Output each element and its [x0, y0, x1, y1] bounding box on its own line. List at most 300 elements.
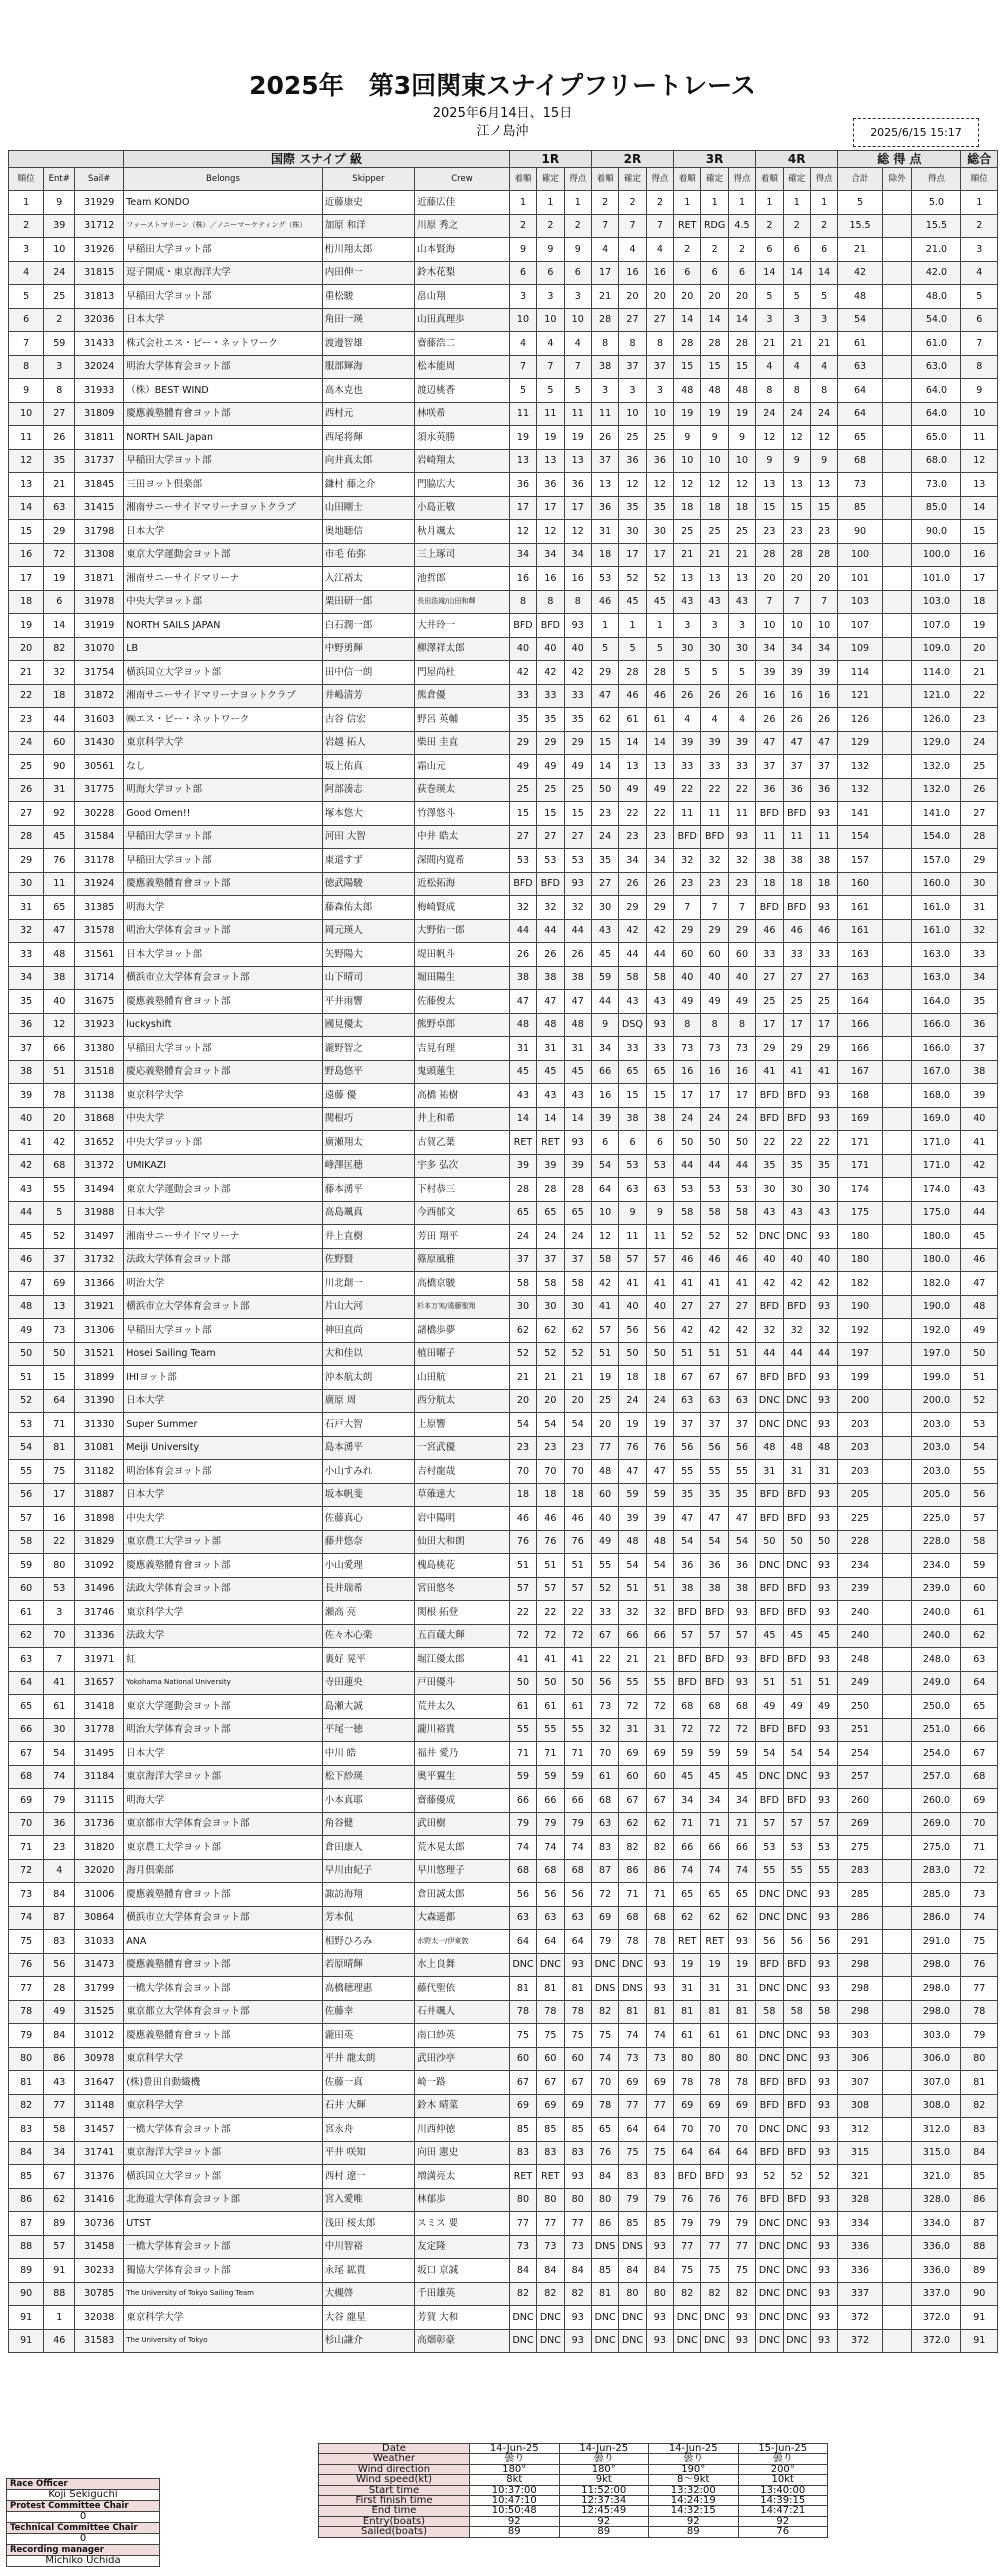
- table-cell: BFD: [674, 1671, 701, 1695]
- table-cell: 93: [728, 1648, 755, 1672]
- table-cell: 34: [509, 543, 536, 567]
- table-cell: 24: [728, 1107, 755, 1131]
- table-cell: 275.0: [912, 1836, 961, 1860]
- table-cell: 47: [783, 731, 810, 755]
- table-cell: 43: [591, 919, 618, 943]
- table-cell: 234: [838, 1554, 882, 1578]
- table-cell: 66: [44, 1037, 75, 1061]
- table-cell: 40: [756, 1248, 783, 1272]
- table-cell: 107.0: [912, 614, 961, 638]
- table-cell: 37: [44, 1248, 75, 1272]
- table-cell: 47: [509, 990, 536, 1014]
- table-cell: 2: [564, 214, 591, 238]
- table-row: [9, 238, 998, 262]
- table-cell: 182: [838, 1272, 882, 1296]
- table-cell: LB: [124, 637, 322, 661]
- table-cell: 36: [509, 473, 536, 497]
- table-cell: DNC: [756, 1389, 783, 1413]
- table-cell: 57: [591, 1319, 618, 1343]
- table-cell: 川西仲徳: [415, 2118, 510, 2142]
- table-cell: 76: [674, 2188, 701, 2212]
- table-cell: 7: [9, 332, 44, 356]
- table-cell: 31: [619, 1718, 646, 1742]
- table-cell: 海月倶楽部: [124, 1859, 322, 1883]
- table-cell: 93: [810, 2188, 837, 2212]
- table-cell: 21: [537, 1366, 564, 1390]
- table-cell: 39: [44, 214, 75, 238]
- table-cell: 334.0: [912, 2212, 961, 2236]
- table-cell: 9: [44, 191, 75, 215]
- table-cell: 69: [564, 2094, 591, 2118]
- table-cell: 64: [509, 1930, 536, 1954]
- table-cell: DNC: [756, 2212, 783, 2236]
- table-cell: 37: [783, 755, 810, 779]
- table-cell: 161.0: [912, 919, 961, 943]
- table-cell: 72: [674, 1718, 701, 1742]
- table-cell: 8: [619, 332, 646, 356]
- table-cell: 203: [838, 1436, 882, 1460]
- table-cell: 47: [756, 731, 783, 755]
- table-cell: [882, 590, 912, 614]
- table-cell: 64: [838, 402, 882, 426]
- table-cell: 37: [509, 1248, 536, 1272]
- table-cell: DNC: [783, 2282, 810, 2306]
- table-cell: 86: [44, 2047, 75, 2071]
- table-cell: 石井颯人: [415, 2000, 510, 2024]
- table-cell: 114: [838, 661, 882, 685]
- table-cell: 徳武陽駿: [322, 872, 414, 896]
- table-cell: 76: [728, 2188, 755, 2212]
- table-cell: 60: [509, 2047, 536, 2071]
- table-cell: 66: [701, 1836, 728, 1860]
- table-cell: 25: [674, 520, 701, 544]
- table-cell: 31584: [75, 825, 124, 849]
- table-cell: [882, 802, 912, 826]
- table-cell: 29: [646, 896, 673, 920]
- table-cell: 8: [9, 355, 44, 379]
- table-cell: 31457: [75, 2118, 124, 2142]
- table-cell: 38: [44, 966, 75, 990]
- condition-value: 92: [738, 2516, 828, 2526]
- table-cell: 22: [756, 1131, 783, 1155]
- table-row: [9, 473, 998, 497]
- table-row: [9, 1530, 998, 1554]
- table-cell: DNC: [783, 1765, 810, 1789]
- table-cell: 74: [509, 1836, 536, 1860]
- table-cell: 90: [9, 2282, 44, 2306]
- table-cell: 75: [646, 2141, 673, 2165]
- table-cell: 72: [728, 1718, 755, 1742]
- table-cell: 78: [509, 2000, 536, 2024]
- table-cell: 41: [756, 1060, 783, 1084]
- table-cell: 70: [591, 2071, 618, 2095]
- table-cell: 10: [537, 308, 564, 332]
- table-cell: 向井真太郎: [322, 449, 414, 473]
- table-cell: 早川由紀子: [322, 1859, 414, 1883]
- table-cell: [882, 1906, 912, 1930]
- table-cell: 67: [537, 2071, 564, 2095]
- table-cell: 8: [564, 590, 591, 614]
- table-cell: 13: [728, 567, 755, 591]
- table-cell: 55: [783, 1859, 810, 1883]
- table-cell: 67: [674, 1366, 701, 1390]
- table-cell: 7: [810, 590, 837, 614]
- table-cell: 42: [44, 1131, 75, 1155]
- table-cell: 35: [783, 1154, 810, 1178]
- table-cell: 315: [838, 2141, 882, 2165]
- table-cell: 90: [838, 520, 882, 544]
- table-cell: 15: [564, 802, 591, 826]
- table-cell: 50: [564, 1671, 591, 1695]
- table-cell: 19: [9, 614, 44, 638]
- official-role: Protest Committee Chair: [7, 2501, 160, 2512]
- table-cell: 334: [838, 2212, 882, 2236]
- table-cell: 197.0: [912, 1342, 961, 1366]
- table-cell: 三上琢司: [415, 543, 510, 567]
- table-cell: 71: [537, 1742, 564, 1766]
- table-cell: 1: [646, 614, 673, 638]
- table-cell: 30233: [75, 2259, 124, 2283]
- table-cell: 58: [619, 966, 646, 990]
- table-cell: 51: [509, 1554, 536, 1578]
- table-cell: BFD: [674, 1648, 701, 1672]
- table-cell: 6: [646, 1131, 673, 1155]
- table-cell: 28: [646, 661, 673, 685]
- table-cell: 66: [728, 1836, 755, 1860]
- table-cell: 7: [564, 355, 591, 379]
- col-header-confirmed: 確定: [537, 168, 564, 191]
- table-cell: 67: [44, 2165, 75, 2189]
- table-cell: 6: [756, 238, 783, 262]
- table-cell: [882, 2094, 912, 2118]
- table-cell: 93: [728, 2306, 755, 2330]
- table-cell: 24: [674, 1107, 701, 1131]
- table-cell: 29: [701, 919, 728, 943]
- table-cell: 19: [674, 1953, 701, 1977]
- table-cell: 85: [564, 2118, 591, 2142]
- table-cell: 42: [9, 1154, 44, 1178]
- table-cell: 23: [619, 825, 646, 849]
- table-cell: 70: [961, 1812, 998, 1836]
- table-cell: 63: [564, 1906, 591, 1930]
- condition-row: [319, 2506, 828, 2516]
- table-cell: なし: [124, 755, 322, 779]
- table-cell: 58: [810, 2000, 837, 2024]
- table-cell: [882, 2047, 912, 2071]
- table-cell: RDG: [701, 214, 728, 238]
- table-cell: 48: [9, 1295, 44, 1319]
- table-cell: 32: [564, 896, 591, 920]
- table-row: [9, 2282, 998, 2306]
- table-cell: 11: [810, 825, 837, 849]
- table-cell: 28: [9, 825, 44, 849]
- table-cell: [882, 2165, 912, 2189]
- table-cell: 13: [646, 755, 673, 779]
- table-cell: 54: [756, 1742, 783, 1766]
- table-cell: 34: [728, 1789, 755, 1813]
- table-cell: 千田雄英: [415, 2282, 510, 2306]
- table-cell: 角田一瑛: [322, 308, 414, 332]
- table-cell: 82: [674, 2282, 701, 2306]
- table-cell: 19: [44, 567, 75, 591]
- table-cell: DNC: [783, 1413, 810, 1437]
- table-cell: 48: [537, 1013, 564, 1037]
- table-cell: 86: [619, 1859, 646, 1883]
- table-cell: 30785: [75, 2282, 124, 2306]
- table-cell: 93: [810, 1366, 837, 1390]
- table-cell: 9: [591, 1013, 618, 1037]
- table-cell: DNC: [783, 2306, 810, 2330]
- table-cell: 41: [619, 1272, 646, 1296]
- table-cell: 49: [509, 755, 536, 779]
- table-cell: 167: [838, 1060, 882, 1084]
- table-cell: 19: [961, 614, 998, 638]
- official-name: Michiko Uchida: [7, 2556, 160, 2567]
- table-cell: 13: [9, 473, 44, 497]
- table-cell: BFD: [783, 896, 810, 920]
- table-cell: 93: [646, 1013, 673, 1037]
- table-cell: 283.0: [912, 1859, 961, 1883]
- table-cell: 加原 和洋: [322, 214, 414, 238]
- table-cell: 298.0: [912, 2000, 961, 2024]
- table-cell: 39: [619, 1507, 646, 1531]
- table-cell: 10: [701, 449, 728, 473]
- table-cell: 岩中陽明: [415, 1507, 510, 1531]
- table-cell: 30: [564, 1295, 591, 1319]
- table-cell: 瀬高 亮: [322, 1601, 414, 1625]
- table-cell: 山田剛士: [322, 496, 414, 520]
- table-cell: 東道すず: [322, 849, 414, 873]
- table-cell: 64.0: [912, 402, 961, 426]
- table-cell: 58: [674, 1201, 701, 1225]
- table-cell: 43: [728, 590, 755, 614]
- table-cell: 6: [537, 261, 564, 285]
- table-cell: 29: [591, 661, 618, 685]
- table-cell: 5: [619, 637, 646, 661]
- table-cell: 法政大学体育会ヨット部: [124, 1248, 322, 1272]
- table-cell: 286.0: [912, 1906, 961, 1930]
- table-cell: 90: [961, 2282, 998, 2306]
- table-cell: 67: [701, 1366, 728, 1390]
- table-cell: 21: [674, 543, 701, 567]
- table-cell: 51: [783, 1671, 810, 1695]
- table-cell: 13: [783, 473, 810, 497]
- table-row: [9, 1742, 998, 1766]
- table-cell: 50: [509, 1671, 536, 1695]
- table-cell: DNC: [701, 2306, 728, 2330]
- table-cell: 矢野陽大: [322, 943, 414, 967]
- table-cell: 72: [9, 1859, 44, 1883]
- table-cell: 53: [9, 1413, 44, 1437]
- table-cell: 4: [701, 708, 728, 732]
- table-cell: 湘南サニーサイドマリーナ: [124, 567, 322, 591]
- table-cell: 67: [591, 1624, 618, 1648]
- condition-row: [319, 2454, 828, 2464]
- table-cell: 109.0: [912, 637, 961, 661]
- table-cell: 54: [564, 1413, 591, 1437]
- official-role-row: [7, 2479, 160, 2490]
- table-cell: 5: [961, 285, 998, 309]
- table-cell: 3: [646, 379, 673, 403]
- table-cell: 75: [9, 1930, 44, 1954]
- table-cell: 83: [44, 1930, 75, 1954]
- table-cell: 3: [509, 285, 536, 309]
- table-cell: 26: [728, 684, 755, 708]
- table-cell: 17: [591, 261, 618, 285]
- table-cell: 45: [728, 1765, 755, 1789]
- table-cell: 77: [728, 2235, 755, 2259]
- table-cell: 明海大学: [124, 896, 322, 920]
- table-cell: 34: [646, 849, 673, 873]
- table-cell: 42: [783, 1272, 810, 1296]
- table-cell: 72: [646, 1695, 673, 1719]
- table-cell: 54.0: [912, 308, 961, 332]
- table-cell: 17: [619, 543, 646, 567]
- table-cell: 25: [961, 755, 998, 779]
- table-cell: 横浜市立大学体育会ヨット部: [124, 966, 322, 990]
- table-cell: 15: [810, 496, 837, 520]
- table-cell: 56: [701, 1436, 728, 1460]
- table-cell: 68: [509, 1859, 536, 1883]
- table-cell: BFD: [756, 1789, 783, 1813]
- table-cell: [882, 1765, 912, 1789]
- table-cell: 54: [537, 1413, 564, 1437]
- table-cell: BFD: [756, 1601, 783, 1625]
- table-cell: 2: [783, 214, 810, 238]
- table-cell: 17: [961, 567, 998, 591]
- table-cell: 32: [44, 661, 75, 685]
- table-cell: ANA: [124, 1930, 322, 1954]
- table-cell: 55: [564, 1718, 591, 1742]
- table-cell: DNC: [756, 2329, 783, 2353]
- table-cell: 7: [674, 896, 701, 920]
- table-cell: 69: [728, 2094, 755, 2118]
- table-cell: 93: [810, 1413, 837, 1437]
- table-cell: UTST: [124, 2212, 322, 2236]
- table-cell: 31308: [75, 543, 124, 567]
- table-cell: 77: [961, 1977, 998, 2001]
- table-cell: 61: [619, 708, 646, 732]
- table-cell: 81: [44, 1436, 75, 1460]
- table-cell: 倉田康人: [322, 1836, 414, 1860]
- table-cell: 44: [674, 1154, 701, 1178]
- table-cell: 93: [810, 1107, 837, 1131]
- table-cell: 5: [701, 661, 728, 685]
- table-cell: 30: [783, 1178, 810, 1202]
- table-cell: 31924: [75, 872, 124, 896]
- table-cell: 248: [838, 1648, 882, 1672]
- table-cell: 10: [674, 449, 701, 473]
- col-header-arrive: 着順: [674, 168, 701, 191]
- table-cell: 東京都立大学体育会ヨット部: [124, 2000, 322, 2024]
- table-row: [9, 1366, 998, 1390]
- table-cell: 4: [9, 261, 44, 285]
- table-cell: 23: [646, 825, 673, 849]
- table-cell: 34: [810, 637, 837, 661]
- table-cell: BFD: [756, 1648, 783, 1672]
- table-row: [9, 496, 998, 520]
- table-cell: 52: [701, 1225, 728, 1249]
- table-cell: 205.0: [912, 1483, 961, 1507]
- table-cell: 74: [9, 1906, 44, 1930]
- table-cell: BFD: [756, 1483, 783, 1507]
- table-cell: 21: [756, 332, 783, 356]
- table-cell: 44: [701, 1154, 728, 1178]
- table-cell: 4: [509, 332, 536, 356]
- table-cell: 33: [961, 943, 998, 967]
- table-cell: 10: [728, 449, 755, 473]
- table-cell: 31: [783, 1460, 810, 1484]
- table-cell: 57: [619, 1248, 646, 1272]
- table-cell: [882, 285, 912, 309]
- table-cell: 3: [591, 379, 618, 403]
- table-cell: 80: [44, 1554, 75, 1578]
- table-cell: 42: [564, 661, 591, 685]
- table-cell: 57: [674, 1624, 701, 1648]
- table-cell: 戸田優斗: [415, 1671, 510, 1695]
- table-cell: 57: [646, 1248, 673, 1272]
- race-header: 2R: [591, 151, 673, 168]
- condition-value: 13:40:00: [738, 2485, 828, 2495]
- table-cell: 372: [838, 2329, 882, 2353]
- table-cell: 10: [9, 402, 44, 426]
- header-spacer: [9, 151, 124, 168]
- table-cell: 平尾一徳: [322, 1718, 414, 1742]
- table-cell: 64: [961, 1671, 998, 1695]
- col-header-confirmed: 確定: [619, 168, 646, 191]
- table-row: [9, 590, 998, 614]
- table-cell: 48.0: [912, 285, 961, 309]
- table-cell: 45: [674, 1765, 701, 1789]
- table-cell: [882, 1859, 912, 1883]
- table-cell: 56: [756, 1930, 783, 1954]
- table-cell: [882, 1577, 912, 1601]
- table-cell: 水上良舞: [415, 1953, 510, 1977]
- table-cell: 81: [646, 2000, 673, 2024]
- table-cell: 71: [619, 1883, 646, 1907]
- table-cell: 中央大学ヨット部: [124, 590, 322, 614]
- table-cell: 93: [810, 1577, 837, 1601]
- table-cell: 15: [509, 802, 536, 826]
- table-cell: 59: [537, 1765, 564, 1789]
- table-row: [9, 2235, 998, 2259]
- table-cell: 中央大学: [124, 1507, 322, 1531]
- table-cell: 93: [646, 2329, 673, 2353]
- page-title: 2025年 第3回関東スナイプフリートレース: [249, 71, 756, 100]
- table-row: [9, 802, 998, 826]
- table-cell: BFD: [509, 872, 536, 896]
- table-cell: 41: [646, 1272, 673, 1296]
- official-role-row: [7, 2545, 160, 2556]
- table-cell: 36: [783, 778, 810, 802]
- table-cell: 29: [44, 520, 75, 544]
- table-cell: 10: [591, 1201, 618, 1225]
- table-cell: 47: [537, 990, 564, 1014]
- table-cell: 5: [728, 661, 755, 685]
- table-cell: 北海道大学体育会ヨット部: [124, 2188, 322, 2212]
- table-cell: 46: [810, 919, 837, 943]
- table-cell: 早稲田大学ヨット部: [124, 449, 322, 473]
- table-cell: 168.0: [912, 1084, 961, 1108]
- table-cell: [882, 2259, 912, 2283]
- table-cell: 83: [509, 2141, 536, 2165]
- table-cell: 50: [619, 1342, 646, 1366]
- table-cell: 36: [537, 473, 564, 497]
- table-cell: 81: [674, 2000, 701, 2024]
- table-cell: 80: [564, 2188, 591, 2212]
- table-cell: 87: [961, 2212, 998, 2236]
- table-cell: 65: [591, 2118, 618, 2142]
